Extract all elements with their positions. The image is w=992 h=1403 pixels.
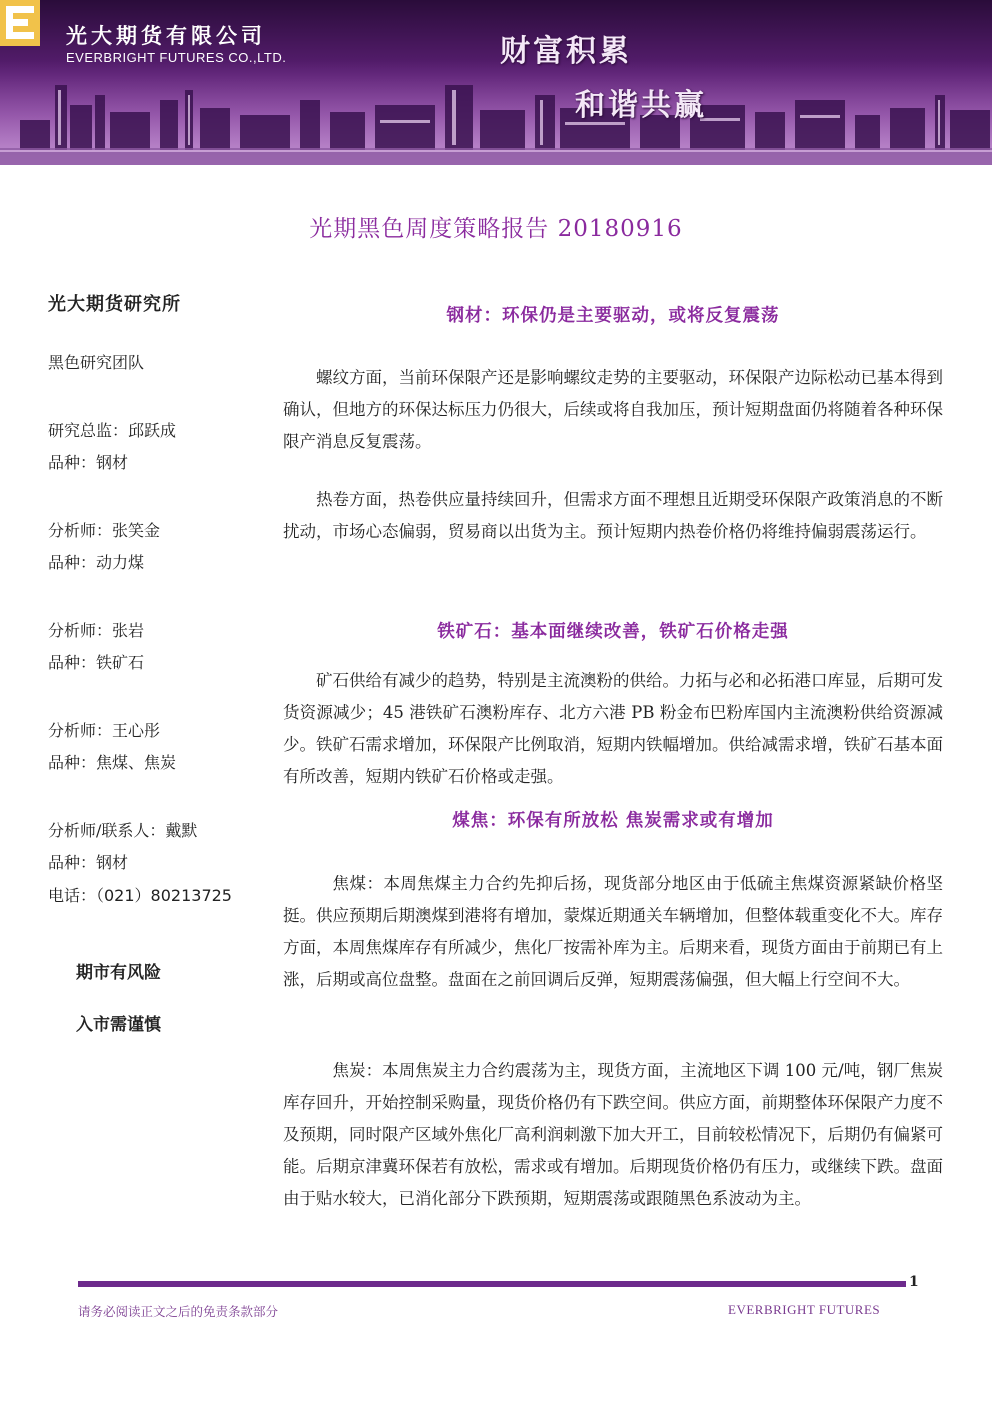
contact-phone: 电话：（021）80213725 [48,886,232,905]
author-role: 分析师：王心彤 [48,721,161,740]
author-product: 品种：钢材 [48,453,129,472]
institute-name: 光大期货研究所 [48,294,181,315]
disclaimer-note: 请务必阅读正文之后的免责条款部分 [78,1304,279,1319]
brand-name-cn: 光大期货有限公司 [66,24,266,48]
page-number: 1 [909,1274,919,1290]
section-heading-coal-coke: 煤焦：环保有所放松 焦炭需求或有增加 [452,811,774,831]
report-title: 光期黑色周度策略报告 20180916 [309,216,683,242]
slogan-line-2: 和谐共赢 [575,88,707,123]
slogan-line-1: 财富积累 [500,34,632,69]
team-name: 黑色研究团队 [48,353,145,372]
author-product: 品种：钢材 [48,853,129,872]
author-product: 品种：焦煤、焦炭 [48,753,177,772]
author-role: 分析师/联系人：戴默 [48,821,198,840]
author-role: 分析师：张笑金 [48,521,161,540]
author-product: 品种：铁矿石 [48,653,145,672]
paragraph-coke: 焦炭：本周焦炭主力合约震荡为主，现货方面，主流地区下调 100 元/吨，钢厂焦炭库存回升，开始控制采购量，现货价格仍有下跌空间。供应方面，前期整体环保限产力度不及预期，同时限产区域外焦化厂高利润刺激下加大开工，目前较松情况下，后期仍有偏紧可能。后期京津冀环保若有放松，需求或有增加。后期现货价格仍有压力，或继续下跌。盘面由于贴水较大，已消化部分下跌预期，短期震荡或跟随黑色系波动为主。 [283,1061,943,1208]
risk-warning-line-1: 期市有风险 [76,963,161,983]
footer-brand: EVERBRIGHT FUTURES [728,1302,881,1317]
risk-warning-line-2: 入市需谨慎 [76,1015,161,1035]
footer-divider [78,1281,906,1287]
everbright-logo-icon [0,0,40,46]
header-banner [0,0,992,165]
author-role: 研究总监：邱跃成 [48,421,177,440]
paragraph-rebar: 螺纹方面，当前环保限产还是影响螺纹走势的主要驱动，环保限产边际松动已基本得到确认，但地方的环保达标压力仍很大，后续或将自我加压，预计短期盘面仍将随着各种环保限产消息反复震荡。 [283,368,943,451]
paragraph-hot-coil: 热卷方面，热卷供应量持续回升，但需求方面不理想且近期受环保限产政策消息的不断扰动，市场心态偏弱，贸易商以出货为主。预计短期内热卷价格仍将维持偏弱震荡运行。 [283,490,943,541]
paragraph-coking-coal: 焦煤：本周焦煤主力合约先抑后扬，现货部分地区由于低硫主焦煤资源紧缺价格坚挺。供应预期后期澳煤到港将有增加，蒙煤近期通关车辆增加，但整体载重变化不大。库存方面，本周焦煤库存有所减少，焦化厂按需补库为主。后期来看，现货方面由于前期已有上涨，后期或高位盘整。盘面在之前回调后反弹，短期震荡偏强，但大幅上行空间不大。 [283,874,943,989]
author-role: 分析师：张岩 [48,621,145,640]
brand-name-en: EVERBRIGHT FUTURES CO.,LTD. [66,50,287,65]
author-product: 品种：动力煤 [48,553,145,572]
paragraph-iron-ore: 矿石供给有减少的趋势，特别是主流澳粉的供给。力拓与必和必拓港口库显，后期可发货资源减少；45 港铁矿石澳粉库存、北方六港 PB 粉金布巴粉库国内主流澳粉供给资源减少。铁矿石需求增加，环保限产比例取消，短期内铁幅增加。供给减需求增，铁矿石基本面有所改善，短期内铁矿石价格或走强。 [283,671,943,786]
section-heading-steel: 钢材：环保仍是主要驱动，或将反复震荡 [446,306,780,326]
section-heading-iron-ore: 铁矿石：基本面继续改善，铁矿石价格走强 [437,622,789,642]
